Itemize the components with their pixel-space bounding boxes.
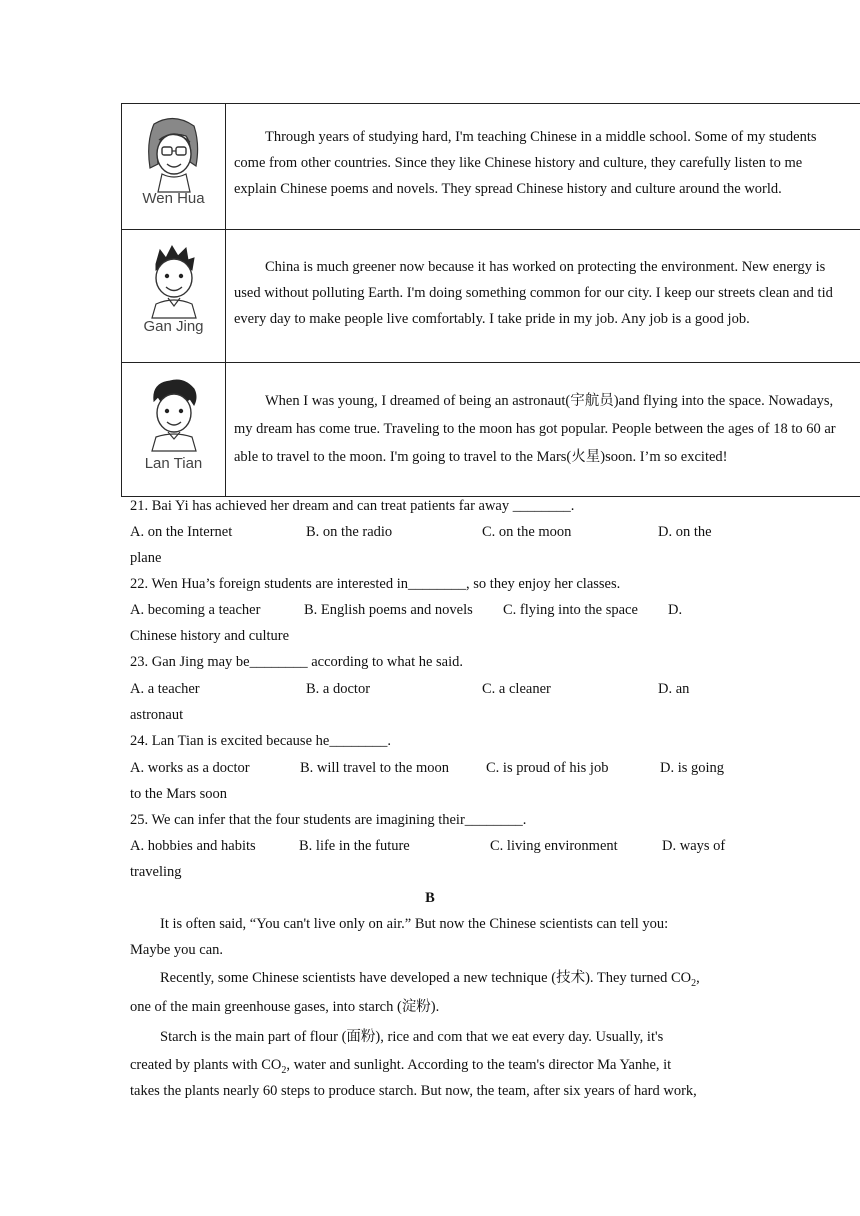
question-stem: 24. Lan Tian is excited because he________. bbox=[130, 733, 391, 749]
boy-portrait-icon bbox=[134, 373, 214, 453]
subscript: 2 bbox=[691, 977, 697, 989]
option-b[interactable]: B. will travel to the moon bbox=[300, 760, 450, 776]
option-d-wrap: astronaut bbox=[130, 707, 184, 723]
paragraph-line bbox=[160, 965, 700, 997]
text-run: Recently, some Chinese scientists have developed a new technique (技术). They turned CO bbox=[160, 970, 692, 986]
text-line: explain Chinese poems and novels. They spread Chinese history and culture around the world. bbox=[234, 181, 782, 197]
text-line: my dream has come true. Traveling to the moon has got popular. People between the ages of 18 to 60 ar bbox=[234, 421, 836, 437]
text-run: created by plants with CO bbox=[130, 1057, 282, 1073]
question-stem: 21. Bai Yi has achieved her dream and can treat patients far away ________. bbox=[130, 498, 575, 514]
question-stem: 25. We can infer that the four students are imagining their________. bbox=[130, 812, 527, 828]
option-a[interactable]: A. becoming a teacher bbox=[130, 602, 261, 618]
paragraph-line: takes the plants nearly 60 steps to produce starch. But now, the team, after six years of hard work, bbox=[130, 1083, 697, 1099]
option-d-wrap: Chinese history and culture bbox=[130, 628, 290, 644]
option-c[interactable]: C. is proud of his job bbox=[486, 760, 609, 776]
option-d-wrap: traveling bbox=[130, 864, 182, 880]
profile-text bbox=[234, 254, 860, 332]
profile-table bbox=[121, 103, 860, 497]
option-d[interactable]: D. ways of bbox=[662, 838, 726, 854]
profile-text bbox=[234, 124, 860, 202]
option-b[interactable]: B. English poems and novels bbox=[304, 602, 473, 618]
option-c[interactable]: C. flying into the space bbox=[503, 602, 638, 618]
text-line: China is much greener now because it has worked on protecting the environment. New energy is bbox=[265, 259, 826, 275]
text-run: , bbox=[696, 970, 700, 986]
girl-with-glasses-icon bbox=[134, 114, 214, 194]
text-line: When I was young, I dreamed of being an astronaut(宇航员)and flying into the space. Nowadays, bbox=[265, 393, 834, 409]
table-row bbox=[122, 230, 860, 363]
portrait-cell bbox=[122, 230, 226, 362]
text-line: used without polluting Earth. I'm doing something common for our city. I keep our streets clean and tid bbox=[234, 285, 833, 301]
option-d-wrap: to the Mars soon bbox=[130, 786, 228, 802]
portrait-cell bbox=[122, 104, 226, 229]
option-c[interactable]: C. living environment bbox=[490, 838, 618, 854]
option-b[interactable]: B. on the radio bbox=[306, 524, 393, 540]
option-c[interactable]: C. a cleaner bbox=[482, 681, 551, 697]
portrait-name: Lan Tian bbox=[144, 455, 203, 472]
option-d[interactable]: D. bbox=[668, 602, 683, 618]
table-row bbox=[122, 104, 860, 230]
option-d[interactable]: D. is going bbox=[660, 760, 725, 776]
boy-portrait-icon bbox=[134, 240, 214, 320]
option-a[interactable]: A. a teacher bbox=[130, 681, 200, 697]
option-a[interactable]: A. on the Internet bbox=[130, 524, 233, 540]
subscript: 2 bbox=[281, 1064, 287, 1076]
option-d[interactable]: D. an bbox=[658, 681, 690, 697]
paragraph-line: It is often said, “You can't live only on air.” But now the Chinese scientists can tell you: bbox=[160, 916, 669, 932]
option-a[interactable]: A. works as a doctor bbox=[130, 760, 250, 776]
table-row bbox=[122, 363, 860, 496]
paragraph-line: Starch is the main part of flour (面粉), rice and com that we eat every day. Usually, it's bbox=[160, 1029, 664, 1045]
option-d[interactable]: D. on the bbox=[658, 524, 712, 540]
text-line: come from other countries. Since they like Chinese history and culture, they carefully listen to me bbox=[234, 155, 803, 171]
text-line: Through years of studying hard, I'm teaching Chinese in a middle school. Some of my students bbox=[265, 129, 817, 145]
option-b[interactable]: B. life in the future bbox=[299, 838, 410, 854]
text-line: able to travel to the moon. I'm going to travel to the Mars(火星)soon. I’m so excited! bbox=[234, 449, 728, 465]
portrait-cell bbox=[122, 363, 226, 496]
option-d-wrap: plane bbox=[130, 550, 162, 566]
paragraph-line: Maybe you can. bbox=[130, 942, 224, 958]
text-run: , water and sunlight. According to the team's director Ma Yanhe, it bbox=[286, 1057, 672, 1073]
option-a[interactable]: A. hobbies and habits bbox=[130, 838, 256, 854]
option-b[interactable]: B. a doctor bbox=[306, 681, 371, 697]
profile-text bbox=[234, 387, 860, 471]
portrait-name: Wen Hua bbox=[142, 190, 205, 207]
question-stem: 22. Wen Hua’s foreign students are interested in________, so they enjoy her classes. bbox=[130, 576, 621, 592]
question-stem: 23. Gan Jing may be________ according to what he said. bbox=[130, 654, 464, 670]
option-c[interactable]: C. on the moon bbox=[482, 524, 572, 540]
paragraph-line: one of the main greenhouse gases, into starch (淀粉). bbox=[130, 999, 440, 1015]
text-line: every day to make people live comfortably. I take pride in my job. Any job is a good job. bbox=[234, 311, 750, 327]
portrait-name: Gan Jing bbox=[143, 318, 204, 335]
section-heading: B bbox=[425, 890, 435, 906]
